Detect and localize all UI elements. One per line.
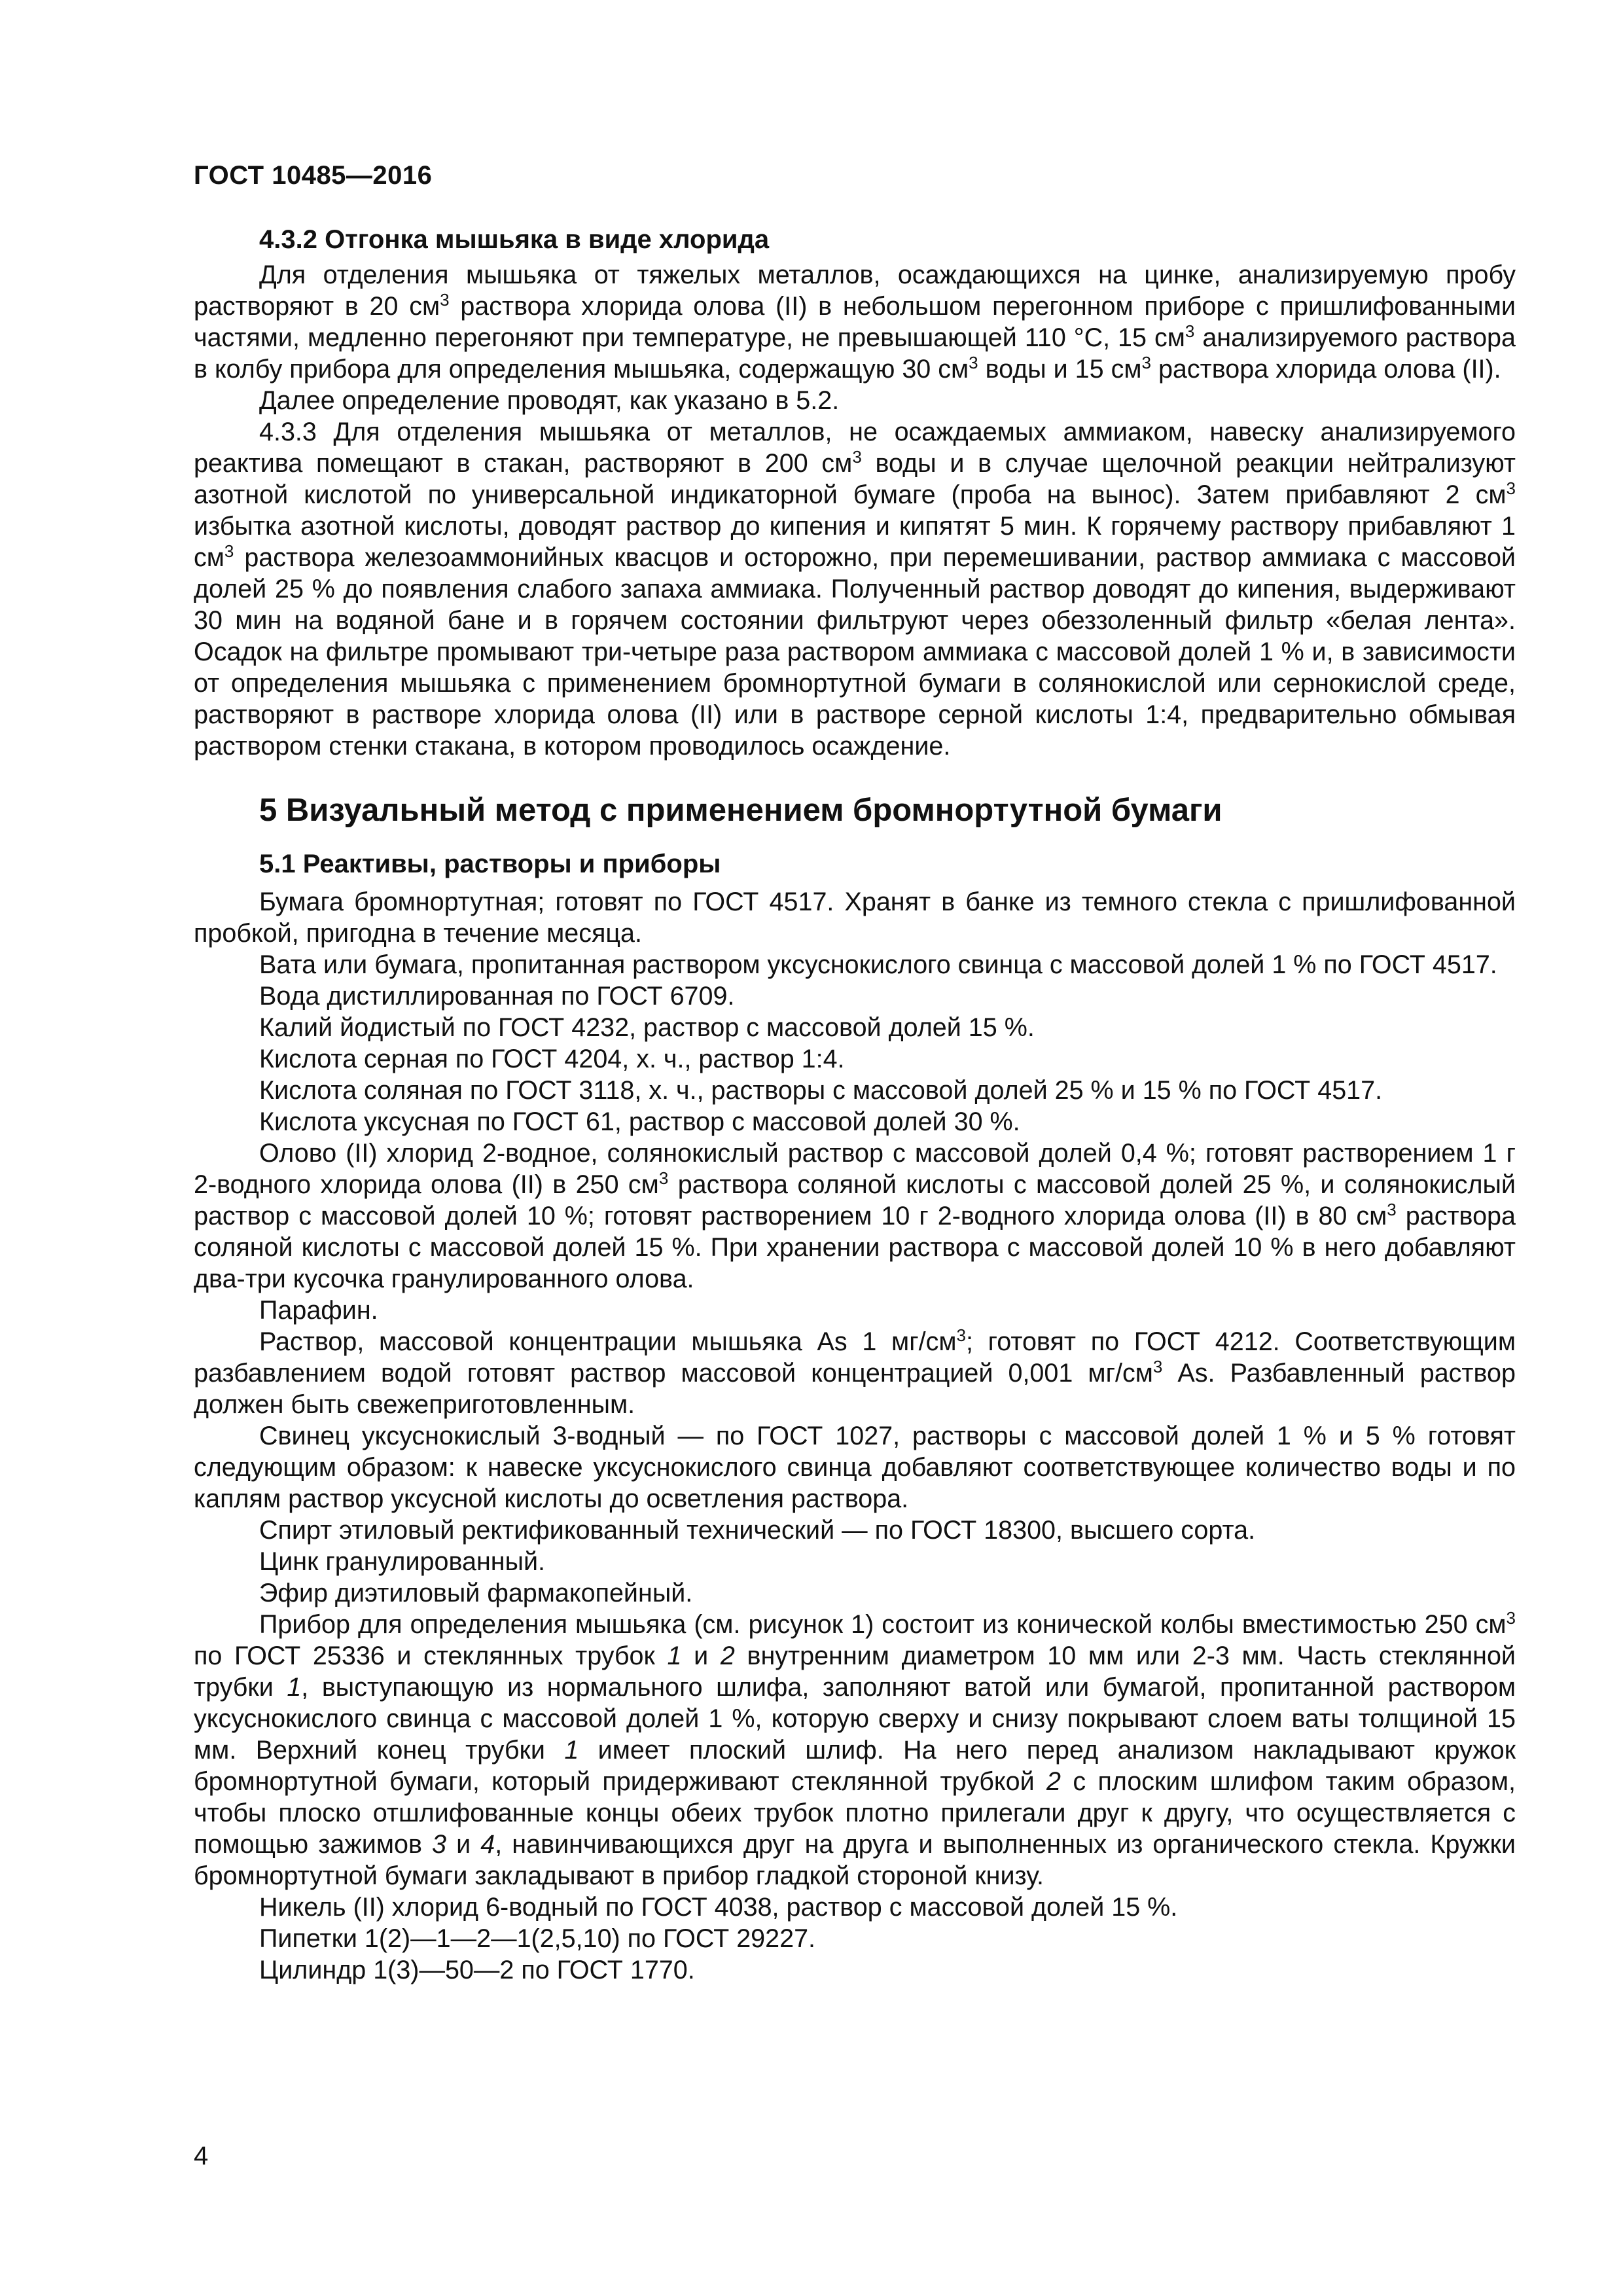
section-title-5: 5 Визуальный метод с применением бромнортутной бумаги [259, 793, 1222, 828]
text-run: по ГОСТ 25336 и стеклянных трубок [194, 1641, 668, 1670]
superscript: 3 [956, 1325, 966, 1345]
page-number: 4 [194, 2142, 209, 2170]
paragraph-potassium-iodide: Калий йодистый по ГОСТ 4232, раствор с массовой долей 15 %. [259, 1013, 1035, 1042]
text-run: Раствор, массовой концентрации мышьяка As 1 мг/см [259, 1327, 957, 1356]
superscript: 3 [1506, 478, 1516, 498]
paragraph-pipettes: Пипетки 1(2)—1—2—1(2,5,10) по ГОСТ 29227. [259, 1924, 816, 1953]
superscript: 3 [969, 353, 978, 372]
paragraph-ethyl-alcohol: Спирт этиловый ректификованный технический — по ГОСТ 18300, высшего сорта. [259, 1516, 1256, 1545]
text-run: воды и в случае щелочной реакции нейтрализуют азотной кислотой по универсальной индикаторной бумаге (проба на вынос). Затем прибавляют 2 см [194, 449, 1516, 509]
paragraph-granulated-zinc: Цинк гранулированный. [259, 1547, 546, 1576]
text-run: As. Разбавленный раствор должен быть свежеприготовленным. [194, 1359, 1516, 1419]
text-run: 4.3.3 Для отделения мышьяка от металлов, не осаждаемых аммиаком, навеску анализируемого реактива помещают в стакан, растворяют в 200 см [194, 418, 1516, 478]
superscript: 3 [1185, 321, 1195, 341]
italic-ref: 3 [432, 1830, 447, 1859]
subsection-title-4-3-2: 4.3.2 Отгонка мышьяка в виде хлорида [259, 225, 770, 254]
italic-ref: 1 [667, 1641, 682, 1670]
standard-header: ГОСТ 10485—2016 [194, 161, 433, 190]
superscript: 3 [658, 1168, 669, 1188]
italic-ref: 2 [720, 1641, 735, 1670]
text-run: и [681, 1641, 721, 1670]
paragraph-4-3-2-text [194, 259, 1516, 385]
text-run: имеет плоский шлиф. На него перед анализом накладывают кружок бромнортутной бумаги, который придерживают стеклянной трубкой [194, 1736, 1516, 1796]
text-run: внутренним диаметром 10 мм или 2-3 мм. Часть стеклянной трубки [194, 1641, 1516, 1702]
paragraph-sulfuric-acid: Кислота серная по ГОСТ 4204, х. ч., раствор 1:4. [259, 1045, 845, 1073]
text-run: , выступающую из нормального шлифа, заполняют ватой или бумагой, пропитанной раствором уксуснокислого свинца с массовой долей 1 %, которую сверху и снизу покрывают слоем ваты толщиной 15 мм. Верхний конец трубки [194, 1673, 1516, 1765]
text-run: ; готовят по ГОСТ 4212. Соответствующим разбавлением водой готовят раствор массовой концентрацией 0,001 мг/см [194, 1327, 1516, 1388]
superscript: 3 [1141, 353, 1151, 372]
text-run: с плоским шлифом таким образом, чтобы плоско отшлифованные концы обеих трубок плотно прилегали друг к другу, что осуществляется с помощью зажимов [194, 1767, 1516, 1859]
text-run: анализируемого раствора в колбу прибора для определения мышьяка, содержащую 30 см [194, 323, 1516, 384]
italic-ref: 1 [287, 1673, 302, 1702]
text-run: раствора соляной кислоты с массовой долей 25 %, и солянокислый раствор с массовой долей 10 %; готовят растворением 10 г 2-водного хлорида олова (II) в 80 см [194, 1170, 1516, 1230]
text-run: раствора соляной кислоты с массовой долей 15 %. При хранении раствора с массовой долей 10 % в него добавляют два-три кусочка гранулированного олова. [194, 1202, 1516, 1293]
paragraph-4-3-3 [194, 416, 1516, 762]
text-run: избытка азотной кислоты, доводят раствор до кипения и кипятят 5 мин. К горячему раствору прибавляют 1 см [194, 512, 1516, 572]
paragraph-tin-chloride [194, 1138, 1516, 1295]
superscript: 3 [1387, 1200, 1397, 1219]
paragraph-hydrochloric-acid: Кислота соляная по ГОСТ 3118, х. ч., растворы с массовой долей 25 % и 15 % по ГОСТ 4517. [259, 1076, 1383, 1105]
italic-ref: 2 [1046, 1767, 1061, 1796]
text-run: и [446, 1830, 481, 1859]
superscript: 3 [440, 290, 450, 310]
text-run: раствора железоаммонийных квасцов и осторожно, при перемешивании, раствор аммиака с массовой долей 25 % до появления слабого запаха аммиака. Полученный раствор доводят до кипения, выдерживают 30 мин на водяной бане и в горячем состоянии фильтруют через обеззоленный фильтр «белая лента». Осадок на фильтре промывают три-четыре раза раствором аммиака с массовой долей 1 % и, в зависимости от определения мышьяка с применением бромнортутной бумаги в солянокислой или сернокислой среде, растворяют в растворе хлорида олова (II) или в растворе серной кислоты 1:4, предварительно обмывая раствором стенки стакана, в котором проводилось осаждение. [194, 543, 1516, 761]
text-run: раствора хлорида олова (II) в небольшом перегонном приборе с пришлифованными частями, медленно перегоняют при температуре, не превышающей 110 °С, 15 см [194, 292, 1516, 352]
superscript: 3 [852, 447, 862, 467]
paragraph-cylinder: Цилиндр 1(3)—50—2 по ГОСТ 1770. [259, 1956, 695, 1984]
paragraph-apparatus [194, 1609, 1516, 1892]
text-run: Прибор для определения мышьяка (см. рисунок 1) состоит из конической колбы вместимостью 250 см [259, 1610, 1507, 1639]
text-run: Олово (II) хлорид 2-водное, солянокислый раствор с массовой долей 0,4 %; готовят растворением 1 г 2-водного хлорида олова (II) в 250 см [194, 1139, 1516, 1199]
italic-ref: 4 [480, 1830, 495, 1859]
text-run: раствора хлорида олова (II). [1150, 355, 1501, 384]
paragraph-diethyl-ether: Эфир диэтиловый фармакопейный. [259, 1579, 693, 1607]
paragraph-paraffin: Парафин. [259, 1296, 378, 1325]
superscript: 3 [1506, 1608, 1516, 1628]
paragraph-lead-acetate: Свинец уксуснокислый 3-водный — по ГОСТ 1027, растворы с массовой долей 1 % и 5 % готовят следующим образом: к навеске уксуснокислого свинца добавляют соответствующее количество воды и по каплям раствор уксусной кислоты до осветления раствора. [194, 1422, 1516, 1513]
paragraph-nickel-chloride: Никель (II) хлорид 6-водный по ГОСТ 4038, раствор с массовой долей 15 %. [259, 1893, 1178, 1922]
paragraph-distilled-water: Вода дистиллированная по ГОСТ 6709. [259, 982, 735, 1011]
text-run: Для отделения мышьяка от тяжелых металлов, осаждающихся на цинке, анализируемую пробу растворяют в 20 см [194, 260, 1516, 321]
text-run: , навинчивающихся друг на друга и выполненных из органического стекла. Кружки бромнортутной бумаги закладывают в прибор гладкой стороной книзу. [194, 1830, 1516, 1890]
paragraph-arsenic-solution [194, 1326, 1516, 1420]
paragraph-reference-5-2: Далее определение проводят, как указано в 5.2. [259, 386, 840, 415]
paragraph-acetic-acid: Кислота уксусная по ГОСТ 61, раствор с массовой долей 30 %. [259, 1107, 1020, 1136]
italic-ref: 1 [564, 1736, 579, 1765]
document-body [194, 224, 1516, 1986]
superscript: 3 [224, 541, 234, 561]
superscript: 3 [1152, 1357, 1163, 1376]
paragraph-cotton-wool: Вата или бумага, пропитанная раствором уксуснокислого свинца с массовой долей 1 % по ГОСТ 4517. [259, 950, 1497, 979]
paragraph-bromine-mercury-paper: Бумага бромнортутная; готовят по ГОСТ 4517. Хранят в банке из темного стекла с пришлифованной пробкой, пригодна в течение месяца. [194, 888, 1516, 948]
text-run: воды и 15 см [978, 355, 1142, 384]
subsection-title-5-1: 5.1 Реактивы, растворы и приборы [259, 850, 721, 878]
